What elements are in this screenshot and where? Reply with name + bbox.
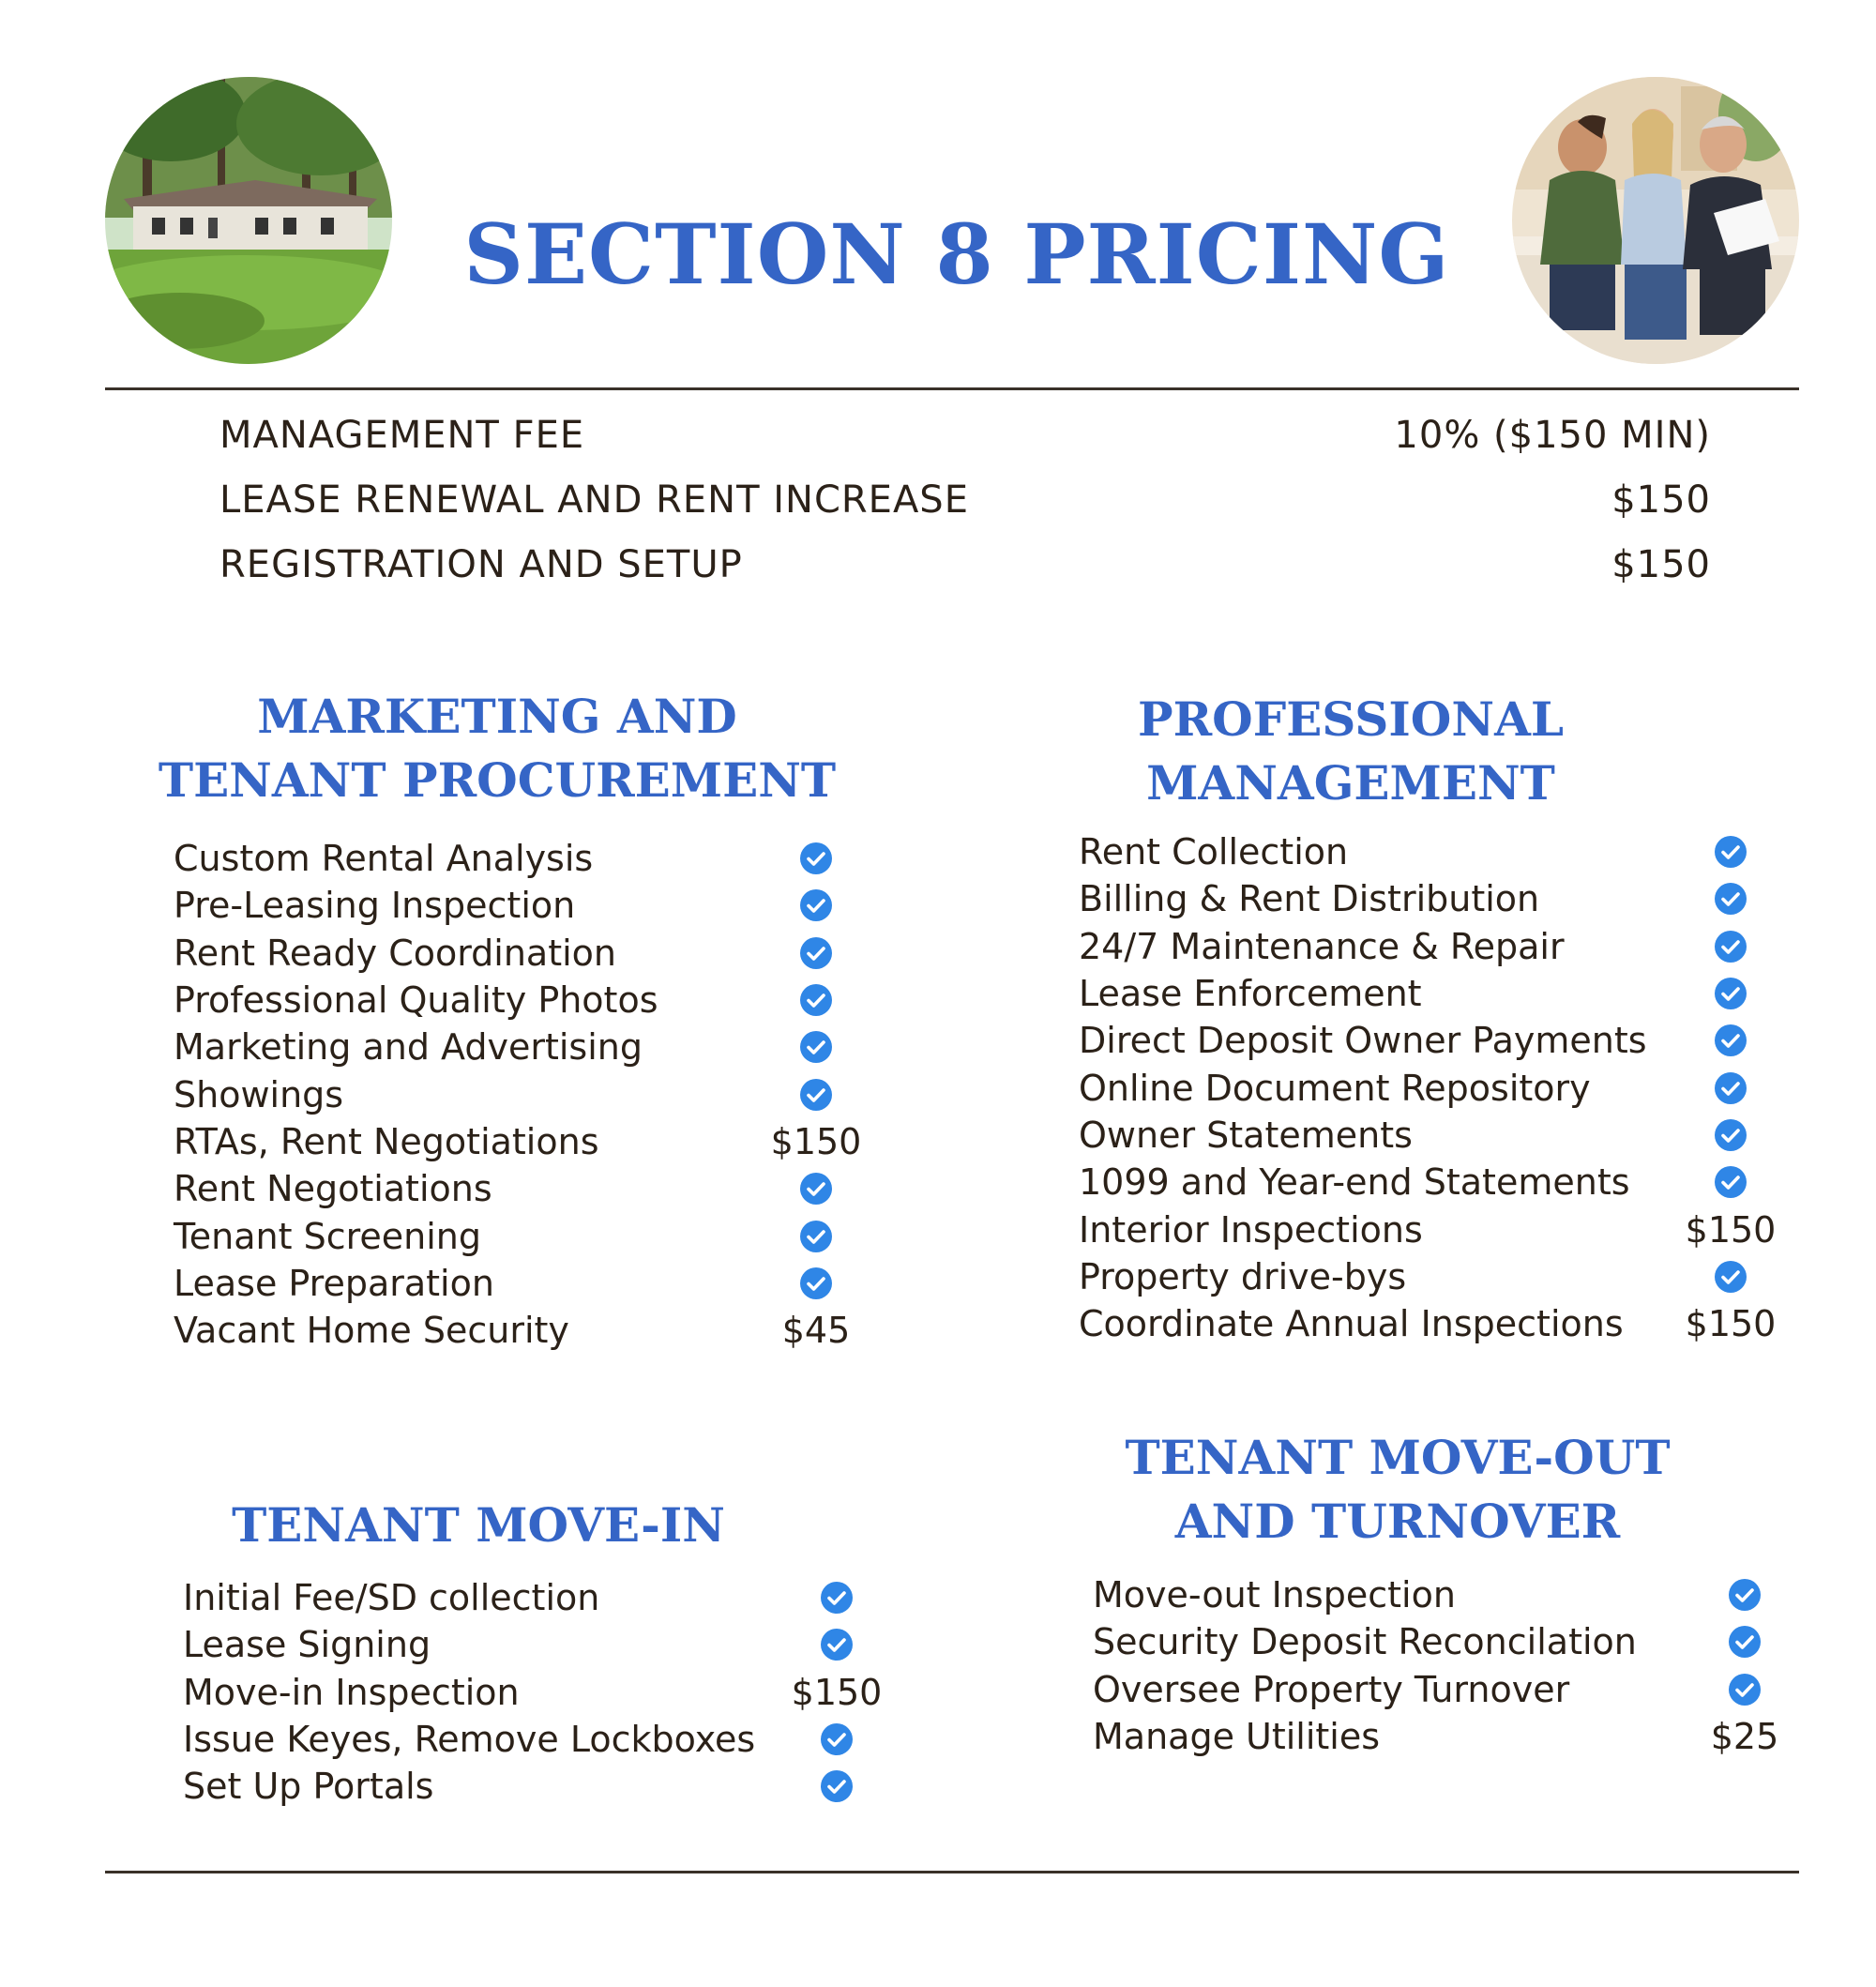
checkmark-icon	[820, 1769, 854, 1803]
service-item	[1079, 1159, 1782, 1206]
checkmark-icon	[799, 1267, 833, 1300]
included-indicator	[1679, 882, 1782, 916]
fee-label: LEASE RENEWAL AND RENT INCREASE	[219, 478, 969, 522]
service-label: Direct Deposit Owner Payments	[1079, 1020, 1647, 1062]
service-label: Online Document Repository	[1079, 1067, 1591, 1109]
service-price	[1679, 1209, 1782, 1251]
service-label: Professional Quality Photos	[174, 979, 658, 1022]
house-photo-illustration	[105, 77, 392, 364]
included-indicator	[785, 1581, 888, 1615]
moveout-heading	[1022, 1426, 1773, 1554]
checkmark-icon	[820, 1581, 854, 1615]
moveout-heading-line2: AND TURNOVER	[1174, 1494, 1621, 1549]
management-heading	[976, 688, 1726, 815]
marketing-list	[174, 835, 868, 1354]
fee-value: 10% ($150 MIN)	[1394, 414, 1711, 457]
service-label: Move-in Inspection	[183, 1671, 520, 1713]
moveout-heading-line1: TENANT MOVE-OUT	[1125, 1430, 1671, 1485]
marketing-heading-line1: MARKETING AND	[257, 689, 737, 744]
checkmark-icon	[1714, 1118, 1747, 1152]
checkmark-icon	[799, 983, 833, 1017]
movein-heading-line1: TENANT MOVE-IN	[232, 1497, 725, 1553]
service-item	[183, 1621, 888, 1668]
checkmark-icon	[1714, 1165, 1747, 1199]
included-indicator	[764, 936, 868, 970]
service-item	[183, 1716, 888, 1763]
movein-list	[183, 1574, 888, 1810]
checkmark-icon	[820, 1722, 854, 1756]
service-label: Property drive-bys	[1079, 1255, 1407, 1297]
included-indicator	[1679, 1260, 1782, 1294]
checkmark-icon	[1714, 882, 1747, 916]
included-indicator	[764, 1267, 868, 1300]
moveout-list	[1093, 1571, 1796, 1760]
service-label: Owner Statements	[1079, 1114, 1413, 1156]
service-price	[764, 1310, 868, 1351]
service-item	[1079, 1112, 1782, 1159]
checkmark-icon	[1714, 1024, 1747, 1057]
checkmark-icon	[1714, 977, 1747, 1010]
checkmark-icon	[799, 888, 833, 922]
service-label: Rent Ready Coordination	[174, 932, 617, 974]
fee-value: $150	[1611, 543, 1711, 586]
checkmark-icon	[799, 936, 833, 970]
service-item	[174, 1260, 868, 1307]
included-indicator	[1693, 1673, 1796, 1706]
included-indicator	[1679, 930, 1782, 963]
management-list	[1079, 828, 1782, 1347]
service-price	[1693, 1716, 1796, 1757]
service-item	[1079, 1206, 1782, 1252]
service-item	[174, 930, 868, 977]
included-indicator	[785, 1722, 888, 1756]
meeting-photo	[1512, 77, 1799, 364]
service-item	[174, 1307, 868, 1354]
fee-label: MANAGEMENT FEE	[219, 414, 585, 457]
movein-heading	[103, 1494, 854, 1557]
service-label: 24/7 Maintenance & Repair	[1079, 925, 1565, 967]
service-label: RTAs, Rent Negotiations	[174, 1120, 599, 1162]
service-label: Custom Rental Analysis	[174, 838, 594, 880]
service-label: Lease Signing	[183, 1624, 431, 1666]
service-item	[1079, 875, 1782, 922]
service-label: Rent Negotiations	[174, 1168, 492, 1210]
service-label: Rent Collection	[1079, 831, 1349, 873]
price-text: $150	[791, 1671, 883, 1713]
checkmark-icon	[799, 842, 833, 875]
checkmark-icon	[1728, 1625, 1762, 1659]
service-item	[183, 1763, 888, 1810]
checkmark-icon	[1714, 835, 1747, 869]
service-label: Marketing and Advertising	[174, 1026, 643, 1069]
service-item	[174, 1070, 868, 1117]
service-item	[174, 1024, 868, 1070]
checkmark-icon	[799, 1030, 833, 1064]
checkmark-icon	[820, 1628, 854, 1661]
service-label: Showings	[174, 1073, 344, 1115]
service-label: Move-out Inspection	[1093, 1574, 1456, 1616]
management-heading-line2: MANAGEMENT	[1146, 755, 1555, 811]
included-indicator	[764, 983, 868, 1017]
included-indicator	[1679, 1118, 1782, 1152]
service-item	[1093, 1618, 1796, 1665]
service-item	[174, 835, 868, 882]
management-heading-line1: PROFESSIONAL	[1137, 691, 1565, 747]
service-item	[1079, 828, 1782, 875]
service-item	[1079, 1300, 1782, 1347]
service-label: Coordinate Annual Inspections	[1079, 1303, 1624, 1345]
included-indicator	[764, 1030, 868, 1064]
included-indicator	[764, 1078, 868, 1112]
service-item	[174, 1165, 868, 1212]
service-item	[1093, 1666, 1796, 1713]
marketing-heading	[122, 685, 872, 812]
included-indicator	[764, 1172, 868, 1206]
included-indicator	[1693, 1578, 1796, 1612]
service-item	[174, 1118, 868, 1165]
service-item	[1079, 1017, 1782, 1064]
service-item	[174, 977, 868, 1024]
included-indicator	[764, 888, 868, 922]
service-price	[785, 1672, 888, 1713]
fee-label: REGISTRATION AND SETUP	[219, 543, 743, 586]
included-indicator	[1693, 1625, 1796, 1659]
price-text: $150	[770, 1120, 862, 1162]
service-label: Oversee Property Turnover	[1093, 1668, 1570, 1710]
checkmark-icon	[799, 1172, 833, 1206]
included-indicator	[1679, 1165, 1782, 1199]
checkmark-icon	[1728, 1578, 1762, 1612]
service-item	[1079, 923, 1782, 970]
service-label: Lease Preparation	[174, 1262, 494, 1304]
fee-value: $150	[1611, 478, 1711, 522]
service-item	[1079, 1064, 1782, 1111]
service-label: Billing & Rent Distribution	[1079, 878, 1540, 920]
top-divider	[105, 387, 1799, 390]
checkmark-icon	[1714, 1071, 1747, 1105]
included-indicator	[785, 1628, 888, 1661]
house-photo	[105, 77, 392, 364]
price-text: $25	[1710, 1716, 1779, 1758]
checkmark-icon	[799, 1220, 833, 1253]
service-label: Set Up Portals	[183, 1766, 434, 1808]
service-price	[1679, 1303, 1782, 1344]
checkmark-icon	[1714, 1260, 1747, 1294]
included-indicator	[764, 1220, 868, 1253]
checkmark-icon	[1728, 1673, 1762, 1706]
service-item	[174, 882, 868, 929]
service-item	[1093, 1571, 1796, 1618]
included-indicator	[764, 842, 868, 875]
service-label: Initial Fee/SD collection	[183, 1577, 600, 1619]
included-indicator	[1679, 1024, 1782, 1057]
service-label: Manage Utilities	[1093, 1716, 1381, 1758]
service-item	[1093, 1713, 1796, 1760]
included-indicator	[1679, 977, 1782, 1010]
service-item	[174, 1212, 868, 1259]
page-title: SECTION 8 PRICING	[463, 205, 1450, 303]
marketing-heading-line2: TENANT PROCUREMENT	[158, 752, 837, 808]
service-label: Lease Enforcement	[1079, 973, 1422, 1015]
service-label: Security Deposit Reconcilation	[1093, 1621, 1637, 1663]
service-label: Issue Keyes, Remove Lockboxes	[183, 1719, 756, 1761]
service-label: 1099 and Year-end Statements	[1079, 1161, 1630, 1204]
included-indicator	[1679, 1071, 1782, 1105]
service-price	[764, 1121, 868, 1162]
checkmark-icon	[1714, 930, 1747, 963]
fee-row	[219, 407, 1711, 463]
service-item	[183, 1669, 888, 1716]
price-text: $150	[1685, 1208, 1777, 1251]
service-item	[1079, 1253, 1782, 1300]
service-label: Pre-Leasing Inspection	[174, 885, 576, 927]
service-item	[183, 1574, 888, 1621]
price-text: $45	[781, 1310, 851, 1352]
service-label: Tenant Screening	[174, 1215, 481, 1257]
checkmark-icon	[799, 1078, 833, 1112]
meeting-photo-illustration	[1512, 77, 1799, 364]
bottom-divider	[105, 1871, 1799, 1873]
service-label: Vacant Home Security	[174, 1310, 569, 1352]
included-indicator	[785, 1769, 888, 1803]
service-label: Interior Inspections	[1079, 1208, 1423, 1251]
included-indicator	[1679, 835, 1782, 869]
fee-row	[219, 472, 1711, 528]
service-item	[1079, 970, 1782, 1017]
price-text: $150	[1685, 1303, 1777, 1345]
fee-row	[219, 537, 1711, 593]
